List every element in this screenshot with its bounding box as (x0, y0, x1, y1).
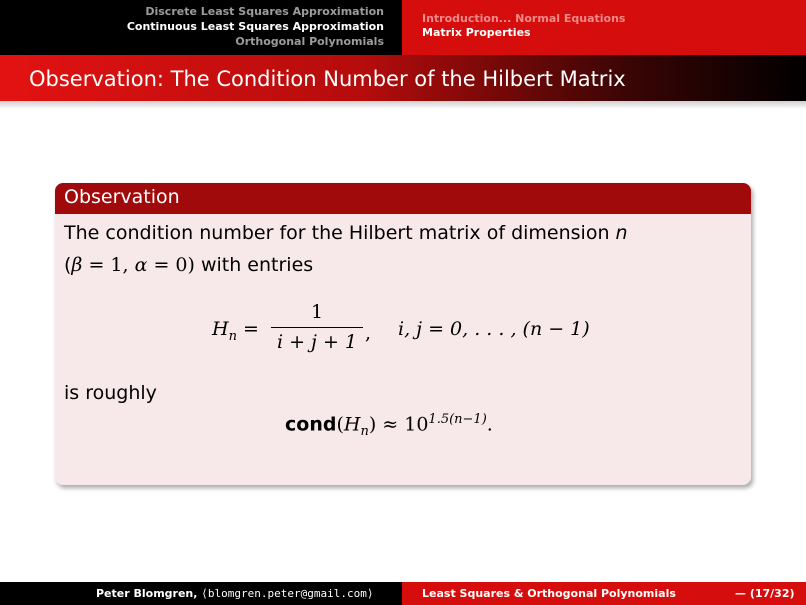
author-email: ⟨blomgren.peter@gmail.com⟩ (201, 587, 374, 600)
condition-formula (285, 412, 493, 439)
hilbert-fraction (271, 301, 363, 353)
footer-author (96, 587, 373, 600)
dimension-variable: n (615, 222, 628, 244)
line2-rest: with entries (194, 254, 314, 276)
beta-value: = 1, (82, 254, 135, 276)
nav-section-discrete[interactable]: Discrete Least Squares Approximation (145, 5, 384, 18)
cond-H: H (343, 413, 361, 436)
cond-exponent: 1.5(n−1) (428, 412, 487, 427)
cond-period: . (486, 413, 493, 436)
nav-section-orthogonal[interactable]: Orthogonal Polynomials (235, 35, 384, 48)
hilbert-lhs (212, 318, 259, 344)
alpha-value: = 0) (147, 254, 195, 276)
footer-page-number: — (17/32) (735, 587, 795, 600)
line1-text: The condition number for the Hilbert matrix of dimension (64, 222, 610, 244)
footer-talk-title: Least Squares & Orthogonal Polynomials (422, 587, 676, 600)
cond-approx: ) ≈ 10 (368, 413, 429, 436)
fraction-denominator: i + j + 1 (276, 331, 358, 353)
beta-symbol: β (71, 254, 83, 276)
alpha-symbol: α (134, 254, 148, 276)
roughly-text: is roughly (64, 382, 157, 404)
fraction-comma: , (365, 322, 372, 344)
block-line2 (64, 254, 313, 276)
line2-open: ( (64, 254, 72, 276)
nav-section-continuous[interactable]: Continuous Least Squares Approximation (126, 20, 384, 33)
frame-title: Observation: The Condition Number of the Hilbert Matrix (29, 67, 626, 91)
nav-subsection-introduction[interactable]: Introduction... Normal Equations (422, 12, 626, 25)
hilbert-H: H (212, 318, 229, 340)
author-name: Peter Blomgren, (96, 587, 198, 600)
title-shadow (0, 101, 806, 109)
fraction-bar (271, 327, 363, 328)
cond-operator: cond (285, 413, 337, 436)
index-range: i, j = 0, . . . , (n − 1) (398, 318, 590, 340)
cond-subscript: n (360, 424, 369, 440)
block-title: Observation (64, 186, 180, 208)
nav-subsection-matrix-properties[interactable]: Matrix Properties (422, 26, 531, 39)
cond-open: ( (336, 413, 344, 436)
fraction-numerator: 1 (310, 301, 324, 323)
hilbert-equals: = (236, 318, 259, 340)
block-line1 (64, 222, 628, 244)
hilbert-subscript: n (228, 328, 237, 344)
